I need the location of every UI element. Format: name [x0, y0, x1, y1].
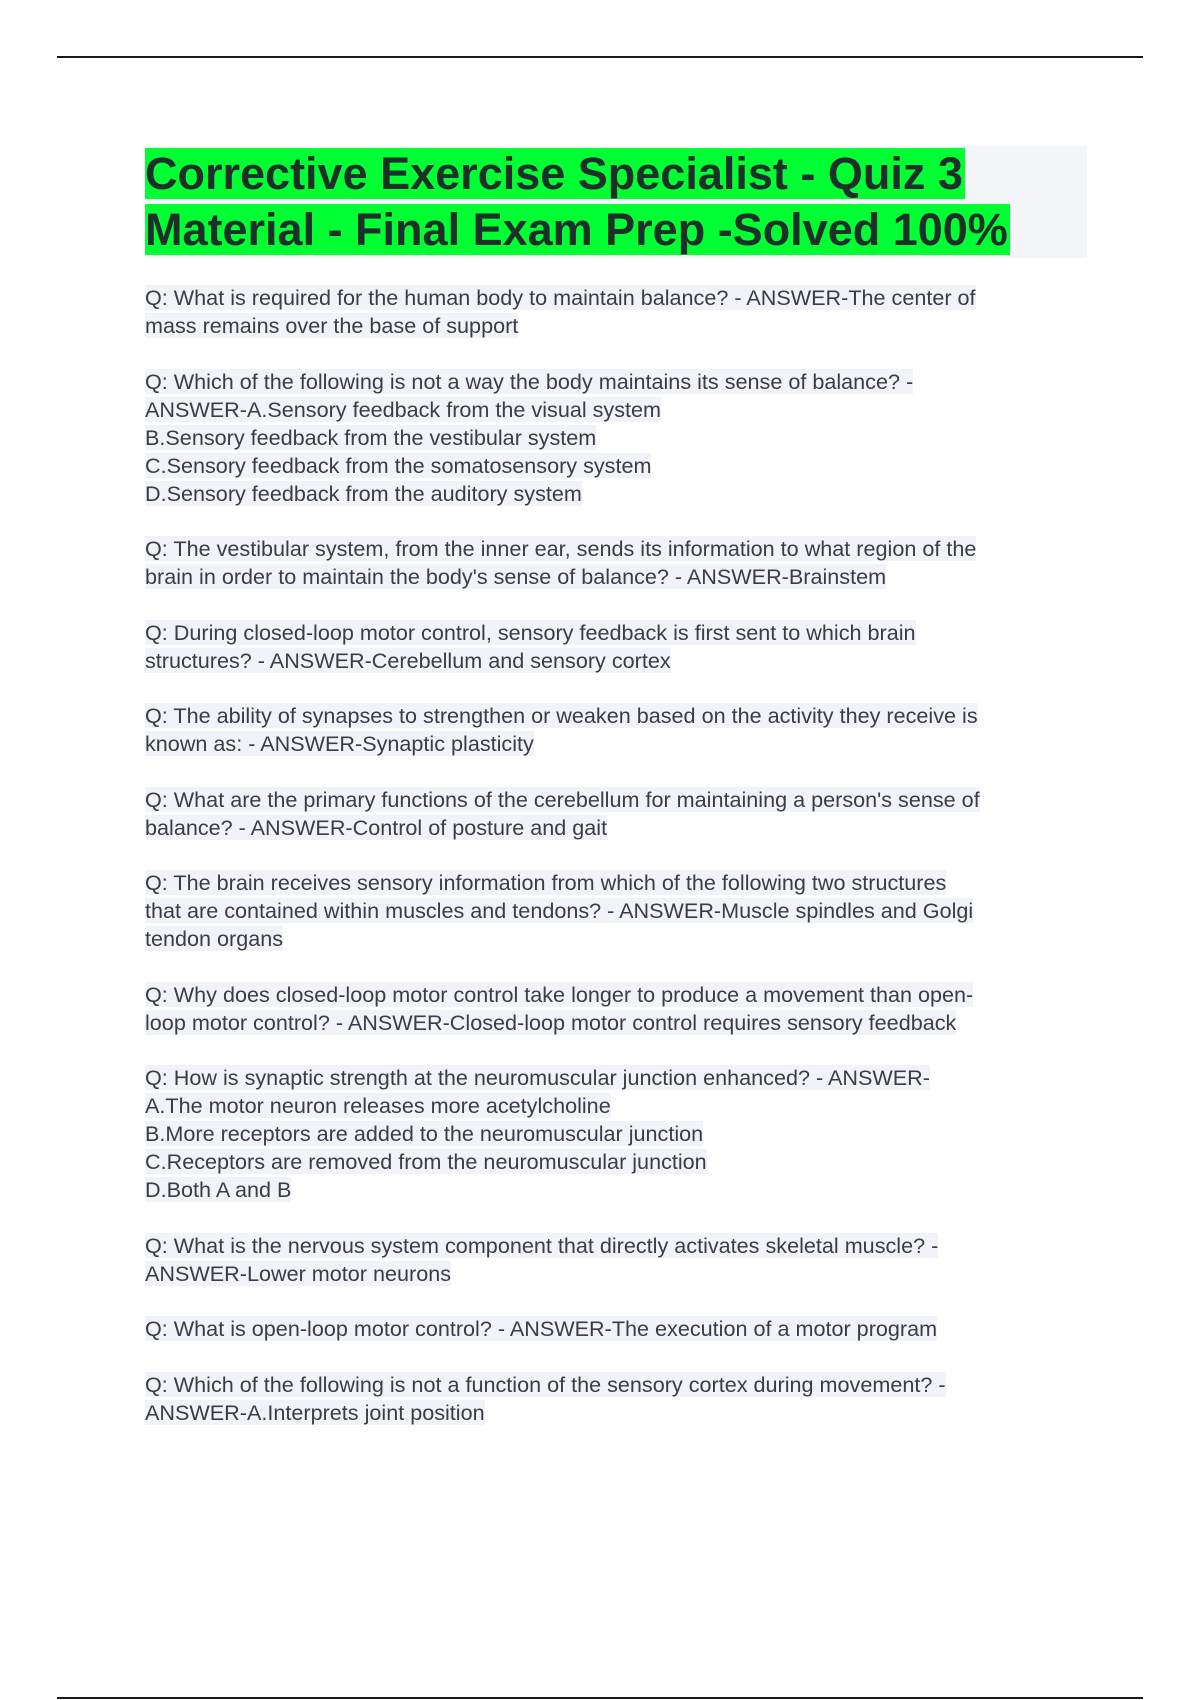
qa-text: Q: What is required for the human body to maintain balance? - ANSWER-The center of	[145, 285, 976, 310]
qa-text: loop motor control? - ANSWER-Closed-loop motor control requires sensory feedback	[145, 1009, 957, 1035]
qa-line	[145, 647, 1091, 675]
qa-text: Q: What are the primary functions of the cerebellum for maintaining a person's sense of	[145, 786, 980, 812]
qa-item	[145, 786, 1091, 842]
qa-line	[145, 368, 1091, 396]
qa-line	[145, 925, 1091, 953]
qa-line	[145, 702, 1091, 730]
title-highlight: Material - Final Exam Prep -Solved 100%	[145, 204, 1008, 255]
qa-text: known as: - ANSWER-Synaptic plasticity	[145, 731, 534, 756]
qa-line	[145, 1009, 1091, 1037]
qa-line	[145, 396, 1091, 424]
qa-text: C.Receptors are removed from the neuromuscular junction	[145, 1149, 707, 1174]
qa-text: A.The motor neuron releases more acetylcholine	[145, 1093, 611, 1118]
qa-item	[145, 1064, 1091, 1204]
qa-line	[145, 1399, 1091, 1427]
qa-line	[145, 869, 1091, 897]
qa-line	[145, 1371, 1091, 1399]
qa-text: Q: The brain receives sensory information from which of the following two structures	[145, 870, 947, 895]
qa-item	[145, 869, 1091, 953]
qa-text: Q: During closed-loop motor control, sensory feedback is first sent to which brain	[145, 619, 916, 645]
qa-item	[145, 981, 1091, 1037]
qa-text: mass remains over the base of support	[145, 313, 519, 338]
qa-item	[145, 1315, 1091, 1343]
qa-line	[145, 814, 1091, 842]
qa-line	[145, 786, 1091, 814]
qa-text: structures? - ANSWER-Cerebellum and sensory cortex	[145, 647, 671, 673]
qa-text: B.More receptors are added to the neuromuscular junction	[145, 1121, 704, 1146]
bottom-divider	[57, 1697, 1143, 1699]
document-title	[145, 146, 1087, 258]
qa-line	[145, 1176, 1091, 1204]
qa-line	[145, 1120, 1091, 1148]
qa-text: Q: The ability of synapses to strengthen or weaken based on the activity they receive is	[145, 703, 978, 728]
qa-line	[145, 1260, 1091, 1288]
qa-line	[145, 312, 1091, 340]
qa-list	[145, 284, 1091, 1454]
qa-line	[145, 424, 1091, 452]
qa-text: brain in order to maintain the body's sense of balance? - ANSWER-Brainstem	[145, 564, 887, 589]
qa-line	[145, 480, 1091, 508]
top-divider	[57, 56, 1143, 58]
qa-text: Q: What is the nervous system component that directly activates skeletal muscle? -	[145, 1232, 939, 1258]
qa-item	[145, 702, 1091, 758]
title-highlight: Corrective Exercise Specialist - Quiz 3	[145, 148, 963, 199]
qa-item	[145, 619, 1091, 675]
qa-text: Q: Why does closed-loop motor control take longer to produce a movement than open-	[145, 981, 974, 1007]
qa-text: ANSWER-A.Sensory feedback from the visual system	[145, 396, 662, 422]
qa-line	[145, 981, 1091, 1009]
qa-item	[145, 535, 1091, 591]
qa-line	[145, 284, 1091, 312]
qa-line	[145, 1092, 1091, 1120]
qa-text: tendon organs	[145, 926, 284, 951]
qa-text: Q: Which of the following is not a way the body maintains its sense of balance? -	[145, 368, 914, 394]
qa-text: Q: What is open-loop motor control? - ANSWER-The execution of a motor program	[145, 1316, 938, 1341]
qa-line	[145, 452, 1091, 480]
title-line	[145, 146, 1087, 202]
qa-text: balance? - ANSWER-Control of posture and gait	[145, 814, 608, 840]
qa-text: ANSWER-A.Interprets joint position	[145, 1399, 485, 1425]
qa-item	[145, 284, 1091, 340]
qa-item	[145, 1232, 1091, 1288]
qa-text: D.Both A and B	[145, 1177, 292, 1202]
qa-text: Q: The vestibular system, from the inner ear, sends its information to what region of the	[145, 536, 977, 561]
qa-line	[145, 1064, 1091, 1092]
qa-text: ANSWER-Lower motor neurons	[145, 1260, 452, 1286]
qa-line	[145, 1232, 1091, 1260]
qa-text: C.Sensory feedback from the somatosensory system	[145, 452, 652, 478]
qa-item	[145, 368, 1091, 508]
qa-item	[145, 1371, 1091, 1427]
qa-text: that are contained within muscles and tendons? - ANSWER-Muscle spindles and Golgi	[145, 898, 974, 923]
qa-text: Q: Which of the following is not a function of the sensory cortex during movement? -	[145, 1371, 946, 1397]
qa-line	[145, 730, 1091, 758]
qa-text: B.Sensory feedback from the vestibular system	[145, 424, 597, 450]
title-line	[145, 202, 1087, 258]
qa-line	[145, 619, 1091, 647]
qa-line	[145, 1148, 1091, 1176]
qa-line	[145, 897, 1091, 925]
qa-text: Q: How is synaptic strength at the neuromuscular junction enhanced? - ANSWER-	[145, 1065, 930, 1090]
qa-line	[145, 535, 1091, 563]
qa-line	[145, 563, 1091, 591]
qa-text: D.Sensory feedback from the auditory system	[145, 480, 582, 506]
qa-line	[145, 1315, 1091, 1343]
